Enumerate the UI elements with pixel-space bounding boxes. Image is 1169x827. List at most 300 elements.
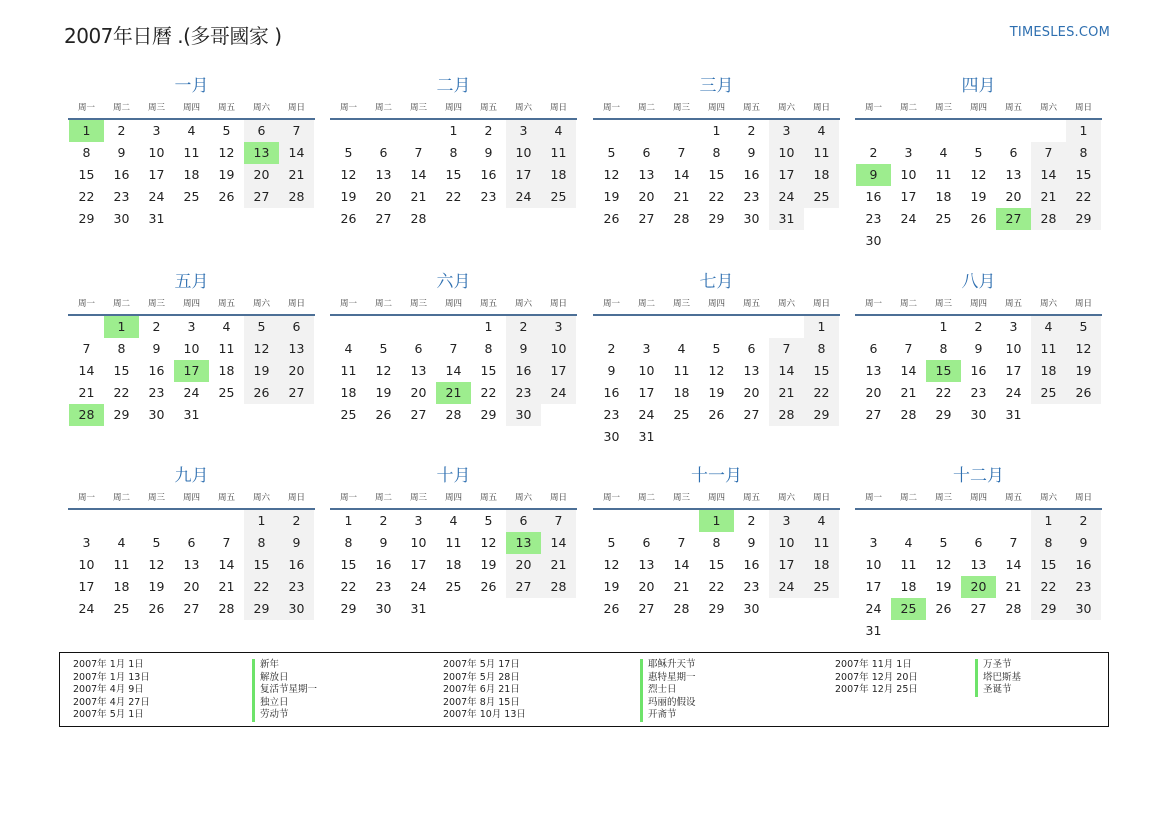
day-cell[interactable]: 17 [541,360,576,382]
day-cell[interactable]: 23 [506,382,541,404]
day-cell[interactable]: 19 [708,385,725,400]
day-cell[interactable]: 16 [113,167,130,182]
day-cell[interactable]: 17 [506,164,541,186]
day-cell[interactable]: 30 [113,211,130,226]
day-cell[interactable]: 14 [410,167,427,182]
day-cell[interactable]: 22 [340,579,357,594]
day-cell[interactable]: 14 [900,363,917,378]
day-cell[interactable]: 24 [183,385,200,400]
day-cell[interactable]: 7 [769,338,804,360]
day-cell[interactable]: 9 [152,341,161,356]
day-cell[interactable]: 11 [113,557,130,572]
day-cell[interactable]: 16 [148,363,165,378]
day-cell[interactable]: 23 [113,189,130,204]
day-cell[interactable]: 15 [1031,554,1066,576]
day-cell[interactable]: 27 [743,407,760,422]
day-cell[interactable]: 6 [747,341,756,356]
day-cell[interactable]: 14 [218,557,235,572]
day-cell[interactable]: 8 [712,535,721,550]
day-cell[interactable]: 10 [769,142,804,164]
day-cell[interactable]: 11 [804,142,839,164]
day-cell[interactable]: 29 [244,598,279,620]
day-cell[interactable]: 29 [1031,598,1066,620]
day-cell[interactable]: 4 [117,535,126,550]
day-cell[interactable]: 24 [865,601,882,616]
day-cell[interactable]: 12 [148,557,165,572]
day-cell[interactable]: 14 [541,532,576,554]
day-cell[interactable]: 21 [1031,186,1066,208]
day-cell[interactable]: 8 [244,532,279,554]
day-cell[interactable]: 7 [222,535,231,550]
day-cell[interactable]: 26 [970,211,987,226]
day-cell[interactable]: 8 [1066,142,1101,164]
day-cell[interactable]: 4 [904,535,913,550]
day-cell[interactable]: 13 [638,167,655,182]
day-cell[interactable]: 27 [996,208,1031,230]
day-cell[interactable]: 7 [904,341,913,356]
day-cell[interactable]: 23 [603,407,620,422]
day-cell[interactable]: 4 [187,123,196,138]
day-cell[interactable]: 26 [148,601,165,616]
day-cell[interactable]: 6 [506,510,541,532]
day-cell[interactable]: 26 [603,601,620,616]
day-cell[interactable]: 19 [218,167,235,182]
day-cell[interactable]: 8 [117,341,126,356]
day-cell[interactable]: 22 [1066,186,1101,208]
day-cell[interactable]: 18 [900,579,917,594]
day-cell[interactable]: 25 [218,385,235,400]
day-cell[interactable]: 25 [804,186,839,208]
day-cell[interactable]: 1 [804,316,839,338]
day-cell[interactable]: 20 [183,579,200,594]
day-cell[interactable]: 18 [445,557,462,572]
day-cell[interactable]: 3 [904,145,913,160]
day-cell[interactable]: 10 [541,338,576,360]
day-cell[interactable]: 27 [865,407,882,422]
day-cell[interactable]: 24 [410,579,427,594]
day-cell[interactable]: 13 [865,363,882,378]
day-cell[interactable]: 4 [449,513,458,528]
day-cell[interactable]: 19 [970,189,987,204]
day-cell[interactable]: 8 [449,145,458,160]
day-cell[interactable]: 1 [244,510,279,532]
day-cell[interactable]: 20 [865,385,882,400]
day-cell[interactable]: 20 [743,385,760,400]
day-cell[interactable]: 5 [484,513,493,528]
day-cell[interactable]: 23 [1066,576,1101,598]
day-cell[interactable]: 6 [1009,145,1018,160]
day-cell[interactable]: 28 [279,186,314,208]
day-cell[interactable]: 20 [410,385,427,400]
day-cell[interactable]: 10 [183,341,200,356]
day-cell[interactable]: 1 [939,319,948,334]
day-cell[interactable]: 1 [712,123,721,138]
day-cell[interactable]: 11 [673,363,690,378]
day-cell[interactable]: 8 [1031,532,1066,554]
day-cell[interactable]: 1 [699,510,734,532]
site-logo-text[interactable]: TIMESLES.COM [1009,25,1110,40]
day-cell[interactable]: 28 [1031,208,1066,230]
day-cell[interactable]: 3 [869,535,878,550]
day-cell[interactable]: 22 [480,385,497,400]
day-cell[interactable]: 25 [445,579,462,594]
day-cell[interactable]: 20 [961,576,996,598]
day-cell[interactable]: 6 [974,535,983,550]
day-cell[interactable]: 28 [541,576,576,598]
day-cell[interactable]: 18 [218,363,235,378]
day-cell[interactable]: 13 [743,363,760,378]
day-cell[interactable]: 12 [1066,338,1101,360]
day-cell[interactable]: 16 [743,557,760,572]
day-cell[interactable]: 27 [244,186,279,208]
day-cell[interactable]: 4 [804,120,839,142]
day-cell[interactable]: 30 [743,601,760,616]
day-cell[interactable]: 3 [187,319,196,334]
day-cell[interactable]: 17 [865,579,882,594]
day-cell[interactable]: 3 [541,316,576,338]
day-cell[interactable]: 28 [900,407,917,422]
day-cell[interactable]: 2 [974,319,983,334]
day-cell[interactable]: 30 [970,407,987,422]
day-cell[interactable]: 23 [743,579,760,594]
day-cell[interactable]: 2 [607,341,616,356]
day-cell[interactable]: 24 [900,211,917,226]
day-cell[interactable]: 13 [279,338,314,360]
day-cell[interactable]: 26 [935,601,952,616]
day-cell[interactable]: 1 [484,319,493,334]
day-cell[interactable]: 29 [113,407,130,422]
day-cell[interactable]: 31 [410,601,427,616]
day-cell[interactable]: 28 [673,211,690,226]
day-cell[interactable]: 21 [78,385,95,400]
day-cell[interactable]: 26 [603,211,620,226]
day-cell[interactable]: 26 [340,211,357,226]
day-cell[interactable]: 31 [1005,407,1022,422]
day-cell[interactable]: 10 [410,535,427,550]
day-cell[interactable]: 7 [279,120,314,142]
day-cell[interactable]: 23 [279,576,314,598]
day-cell[interactable]: 13 [410,363,427,378]
day-cell[interactable]: 31 [148,211,165,226]
day-cell[interactable]: 24 [1005,385,1022,400]
day-cell[interactable]: 14 [769,360,804,382]
day-cell[interactable]: 11 [183,145,200,160]
day-cell[interactable]: 11 [804,532,839,554]
day-cell[interactable]: 9 [747,145,756,160]
day-cell[interactable]: 25 [935,211,952,226]
day-cell[interactable]: 31 [638,429,655,444]
day-cell[interactable]: 4 [344,341,353,356]
day-cell[interactable]: 8 [82,145,91,160]
day-cell[interactable]: 26 [244,382,279,404]
day-cell[interactable]: 2 [117,123,126,138]
day-cell[interactable]: 27 [375,211,392,226]
day-cell[interactable]: 24 [148,189,165,204]
day-cell[interactable]: 8 [344,535,353,550]
day-cell[interactable]: 19 [244,360,279,382]
day-cell[interactable]: 24 [506,186,541,208]
day-cell[interactable]: 22 [804,382,839,404]
day-cell[interactable]: 5 [152,535,161,550]
day-cell[interactable]: 15 [708,557,725,572]
day-cell[interactable]: 15 [480,363,497,378]
day-cell[interactable]: 7 [677,535,686,550]
day-cell[interactable]: 13 [1005,167,1022,182]
day-cell[interactable]: 6 [244,120,279,142]
day-cell[interactable]: 23 [148,385,165,400]
day-cell[interactable]: 27 [638,211,655,226]
day-cell[interactable]: 7 [1009,535,1018,550]
day-cell[interactable]: 10 [506,142,541,164]
day-cell[interactable]: 25 [541,186,576,208]
day-cell[interactable]: 3 [1009,319,1018,334]
day-cell[interactable]: 17 [769,554,804,576]
day-cell[interactable]: 11 [218,341,235,356]
day-cell[interactable]: 7 [414,145,423,160]
day-cell[interactable]: 12 [603,557,620,572]
day-cell[interactable]: 17 [769,164,804,186]
day-cell[interactable]: 12 [970,167,987,182]
day-cell[interactable]: 18 [1031,360,1066,382]
day-cell[interactable]: 10 [865,557,882,572]
day-cell[interactable]: 19 [603,579,620,594]
day-cell[interactable]: 25 [183,189,200,204]
day-cell[interactable]: 27 [638,601,655,616]
day-cell[interactable]: 15 [804,360,839,382]
day-cell[interactable]: 10 [78,557,95,572]
day-cell[interactable]: 5 [244,316,279,338]
day-cell[interactable]: 7 [541,510,576,532]
day-cell[interactable]: 5 [379,341,388,356]
day-cell[interactable]: 24 [78,601,95,616]
day-cell[interactable]: 4 [804,510,839,532]
day-cell[interactable]: 2 [484,123,493,138]
day-cell[interactable]: 15 [926,360,961,382]
day-cell[interactable]: 25 [673,407,690,422]
day-cell[interactable]: 20 [244,164,279,186]
day-cell[interactable]: 28 [673,601,690,616]
day-cell[interactable]: 28 [769,404,804,426]
day-cell[interactable]: 5 [344,145,353,160]
day-cell[interactable]: 14 [78,363,95,378]
day-cell[interactable]: 29 [804,404,839,426]
day-cell[interactable]: 20 [638,189,655,204]
day-cell[interactable]: 3 [642,341,651,356]
day-cell[interactable]: 30 [1066,598,1101,620]
day-cell[interactable]: 9 [117,145,126,160]
day-cell[interactable]: 2 [506,316,541,338]
day-cell[interactable]: 24 [638,407,655,422]
day-cell[interactable]: 12 [603,167,620,182]
day-cell[interactable]: 17 [900,189,917,204]
day-cell[interactable]: 29 [340,601,357,616]
day-cell[interactable]: 12 [375,363,392,378]
day-cell[interactable]: 17 [638,385,655,400]
day-cell[interactable]: 1 [344,513,353,528]
day-cell[interactable]: 9 [747,535,756,550]
day-cell[interactable]: 3 [82,535,91,550]
day-cell[interactable]: 18 [804,554,839,576]
day-cell[interactable]: 15 [78,167,95,182]
day-cell[interactable]: 22 [113,385,130,400]
day-cell[interactable]: 8 [484,341,493,356]
day-cell[interactable]: 2 [747,123,756,138]
day-cell[interactable]: 1 [1066,120,1101,142]
day-cell[interactable]: 25 [113,601,130,616]
day-cell[interactable]: 26 [708,407,725,422]
day-cell[interactable]: 25 [340,407,357,422]
day-cell[interactable]: 30 [743,211,760,226]
day-cell[interactable]: 6 [642,145,651,160]
day-cell[interactable]: 7 [677,145,686,160]
day-cell[interactable]: 28 [410,211,427,226]
day-cell[interactable]: 9 [856,164,891,186]
day-cell[interactable]: 2 [869,145,878,160]
day-cell[interactable]: 23 [865,211,882,226]
day-cell[interactable]: 19 [1066,360,1101,382]
day-cell[interactable]: 3 [769,120,804,142]
day-cell[interactable]: 1 [104,316,139,338]
day-cell[interactable]: 21 [900,385,917,400]
day-cell[interactable]: 6 [869,341,878,356]
day-cell[interactable]: 17 [174,360,209,382]
day-cell[interactable]: 21 [769,382,804,404]
day-cell[interactable]: 15 [445,167,462,182]
day-cell[interactable]: 6 [414,341,423,356]
day-cell[interactable]: 18 [183,167,200,182]
day-cell[interactable]: 7 [1031,142,1066,164]
day-cell[interactable]: 8 [712,145,721,160]
day-cell[interactable]: 5 [974,145,983,160]
day-cell[interactable]: 21 [218,579,235,594]
day-cell[interactable]: 25 [1031,382,1066,404]
day-cell[interactable]: 8 [939,341,948,356]
day-cell[interactable]: 6 [279,316,314,338]
day-cell[interactable]: 13 [375,167,392,182]
day-cell[interactable]: 3 [769,510,804,532]
day-cell[interactable]: 18 [935,189,952,204]
day-cell[interactable]: 30 [279,598,314,620]
day-cell[interactable]: 5 [712,341,721,356]
day-cell[interactable]: 9 [1066,532,1101,554]
day-cell[interactable]: 16 [1066,554,1101,576]
day-cell[interactable]: 19 [603,189,620,204]
day-cell[interactable]: 15 [1066,164,1101,186]
day-cell[interactable]: 30 [865,233,882,248]
day-cell[interactable]: 11 [340,363,357,378]
day-cell[interactable]: 10 [148,145,165,160]
day-cell[interactable]: 25 [891,598,926,620]
day-cell[interactable]: 18 [340,385,357,400]
day-cell[interactable]: 9 [279,532,314,554]
day-cell[interactable]: 28 [69,404,104,426]
day-cell[interactable]: 18 [673,385,690,400]
day-cell[interactable]: 23 [480,189,497,204]
day-cell[interactable]: 2 [279,510,314,532]
day-cell[interactable]: 11 [935,167,952,182]
day-cell[interactable]: 2 [1066,510,1101,532]
day-cell[interactable]: 27 [279,382,314,404]
day-cell[interactable]: 24 [769,186,804,208]
day-cell[interactable]: 16 [865,189,882,204]
day-cell[interactable]: 16 [480,167,497,182]
day-cell[interactable]: 31 [865,623,882,638]
day-cell[interactable]: 18 [541,164,576,186]
day-cell[interactable]: 21 [279,164,314,186]
day-cell[interactable]: 16 [743,167,760,182]
day-cell[interactable]: 28 [1005,601,1022,616]
day-cell[interactable]: 23 [375,579,392,594]
day-cell[interactable]: 27 [410,407,427,422]
day-cell[interactable]: 17 [148,167,165,182]
day-cell[interactable]: 6 [642,535,651,550]
day-cell[interactable]: 13 [638,557,655,572]
day-cell[interactable]: 12 [708,363,725,378]
day-cell[interactable]: 5 [939,535,948,550]
day-cell[interactable]: 19 [935,579,952,594]
day-cell[interactable]: 29 [480,407,497,422]
day-cell[interactable]: 9 [506,338,541,360]
day-cell[interactable]: 19 [480,557,497,572]
day-cell[interactable]: 30 [603,429,620,444]
day-cell[interactable]: 14 [673,557,690,572]
day-cell[interactable]: 2 [747,513,756,528]
day-cell[interactable]: 9 [607,363,616,378]
day-cell[interactable]: 16 [970,363,987,378]
day-cell[interactable]: 26 [1066,382,1101,404]
day-cell[interactable]: 9 [974,341,983,356]
day-cell[interactable]: 29 [78,211,95,226]
day-cell[interactable]: 29 [708,601,725,616]
day-cell[interactable]: 11 [541,142,576,164]
day-cell[interactable]: 3 [506,120,541,142]
day-cell[interactable]: 3 [414,513,423,528]
day-cell[interactable]: 30 [506,404,541,426]
day-cell[interactable]: 22 [708,189,725,204]
day-cell[interactable]: 28 [218,601,235,616]
day-cell[interactable]: 21 [673,579,690,594]
day-cell[interactable]: 4 [939,145,948,160]
day-cell[interactable]: 13 [244,142,279,164]
day-cell[interactable]: 4 [222,319,231,334]
day-cell[interactable]: 21 [436,382,471,404]
day-cell[interactable]: 20 [279,360,314,382]
day-cell[interactable]: 10 [638,363,655,378]
day-cell[interactable]: 29 [1066,208,1101,230]
day-cell[interactable]: 30 [148,407,165,422]
day-cell[interactable]: 6 [187,535,196,550]
day-cell[interactable]: 19 [340,189,357,204]
day-cell[interactable]: 4 [677,341,686,356]
day-cell[interactable]: 11 [445,535,462,550]
day-cell[interactable]: 21 [673,189,690,204]
day-cell[interactable]: 15 [113,363,130,378]
day-cell[interactable]: 6 [379,145,388,160]
day-cell[interactable]: 30 [375,601,392,616]
day-cell[interactable]: 16 [279,554,314,576]
day-cell[interactable]: 13 [506,532,541,554]
day-cell[interactable]: 22 [445,189,462,204]
day-cell[interactable]: 18 [113,579,130,594]
day-cell[interactable]: 3 [152,123,161,138]
day-cell[interactable]: 17 [410,557,427,572]
day-cell[interactable]: 10 [900,167,917,182]
day-cell[interactable]: 9 [379,535,388,550]
day-cell[interactable]: 12 [218,145,235,160]
day-cell[interactable]: 24 [541,382,576,404]
day-cell[interactable]: 20 [506,554,541,576]
day-cell[interactable]: 21 [410,189,427,204]
